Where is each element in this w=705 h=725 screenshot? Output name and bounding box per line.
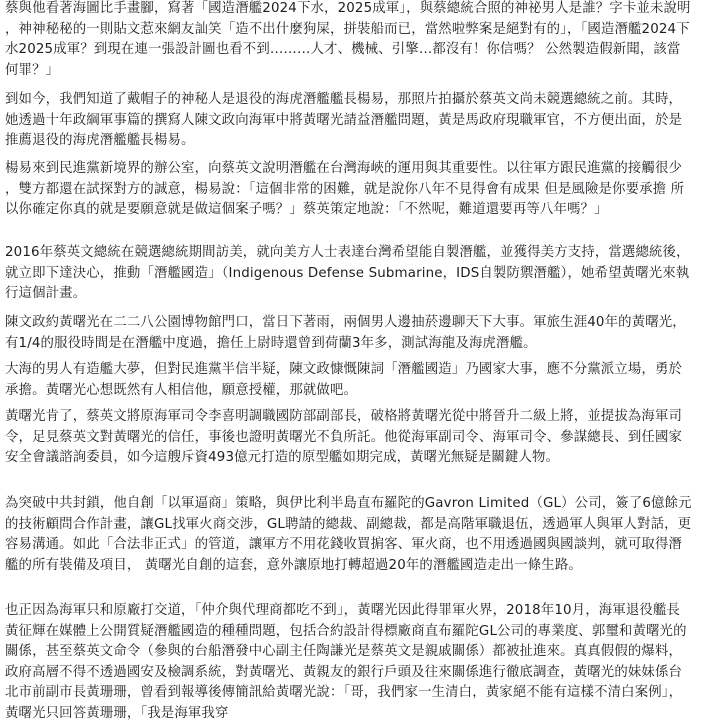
article-paragraph-6: 大海的男人有造艦大夢，但對民進黨半信半疑，陳文政慷慨陳詞「潛艦國造」乃國家大事，應不分黨派立場，勇於承擔。黃曙光心想既然有人相信他，願意授權，那就做吧。: [5, 362, 683, 398]
article-paragraph-8: 為突破中共封鎖，他自創「以軍逼商」策略，與伊比利半島直布羅陀的Gavron Limited（GL）公司，簽了6億餘元的技術顧問合作計畫，讓GL找軍火商交涉，GL聘請的總裁、副總裁，都是高階軍職退伍，透過軍人與軍人對話，更容易溝通。如此「合法非正式」的管道，讓軍方不用花錢收買掮客、軍火商，也不用透過國與國談判，就可取得潛艦的所有裝備及項目， 黃曙光自創的這套，意外讓原地打轉超過20年的潛艦國造走出一條生路。: [5, 496, 692, 573]
article-paragraph-1: 蔡與他看著海圖比手畫腳，寫著「國造潛艦2024下水，2025成軍」，與蔡總統合照的神祕男人是誰？字卡並未說明，神神秘秘的一則貼文惹來網友訕笑「造不出什麼狗屎，拼裝船而已，當然啦弊案是絕對有的」，「國造潛艦2024下水2025成軍？到現在連一張設計圖也看不到………人才、機械、引擎…都沒有！你信嗎？ 公然製造假新聞，該當何罪？」: [5, 1, 691, 78]
article-paragraph-9: 也正因為海軍只和原廠打交道，「仲介與代理商都吃不到」，黃曙光因此得罪軍火界，2018年10月，海軍退役艦長黃征輝在媒體上公開質疑潛艦國造的種種問題，包括合約設計得標廠商直布羅陀GL公司的專業度、郭璽和黃曙光的關係，甚至蔡英文命令（參與的台船潛發中心副主任陶謙光是蔡英文是親戚關係）都被扯進來。真真假假的爆料，政府高層不得不透過國安及檢調系統，對黃曙光、黃親友的銀行戶頭及往來關係進行徹底調查，黃曙光的妹妹係台北市前副市長黃珊珊，曾看到報導後傳簡訊給黃曙光說：「哥，我們家一生清白，黃家絕不能有這樣不清白案例」，黃曙光只回答黃珊珊，「我是海軍我穿: [5, 603, 687, 721]
article-paragraph-7: 黃曙光肯了，蔡英文將原海軍司令李喜明調職國防部副部長，破格將黃曙光從中將晉升二級上將，並提拔為海軍司令，足見蔡英文對黃曙光的信任，事後也證明黃曙光不負所託。他從海軍副司令、海軍司令、參謀總長、到任國家安全會議諮詢委員，如今這艘斥資493億元打造的原型艦如期完成，黃曙光無疑是關鍵人物。: [5, 409, 683, 465]
article-paragraph-4: 2016年蔡英文總統在競選總統期間訪美，就向美方人士表達台灣希望能自製潛艦，並獲得美方支持，當選總統後，就立即下達決心，推動「潛艦國造」（Indigenous Defense Submarine，IDS自製防禦潛艦），她希望黃曙光來執行這個計畫。: [5, 245, 690, 301]
article-paragraph-5: 陳文政約黃曙光在二二八公園博物館門口，當日下著雨，兩個男人邊抽菸邊聊天下大事。軍旅生涯40年的黃曙光，有1/4的服役時間是在潛艦中度過，擔任上尉時還曾到荷蘭3年多，測試海龍及海虎潛艦。: [5, 315, 686, 351]
article-paragraph-2: 到如今，我們知道了戴帽子的神秘人是退役的海虎潛艦艦長楊易，那照片拍攝於蔡英文尚未競選總統之前。其時，她透過十年政綱軍事篇的撰寫人陳文政向海軍中將黃曙光請益潛艦問題，黃是馬政府現職軍官，不方便出面，於是推薦退役的海虎潛艦艦長楊易。: [5, 92, 683, 148]
article-paragraph-3: 楊易來到民進黨新境界的辦公室，向蔡英文說明潛艦在台灣海峽的運用與其重要性。以往軍方跟民進黨的接觸很少，雙方都還在試探對方的誠意，楊易說：「這個非常的困難，就是說你八年不見得會有成果 但是風險是你要承擔 所以你確定你真的就是要願意就是做這個案子嗎？」蔡英策定地說：「不然呢，難道還要再等八年嗎？」: [5, 161, 685, 217]
